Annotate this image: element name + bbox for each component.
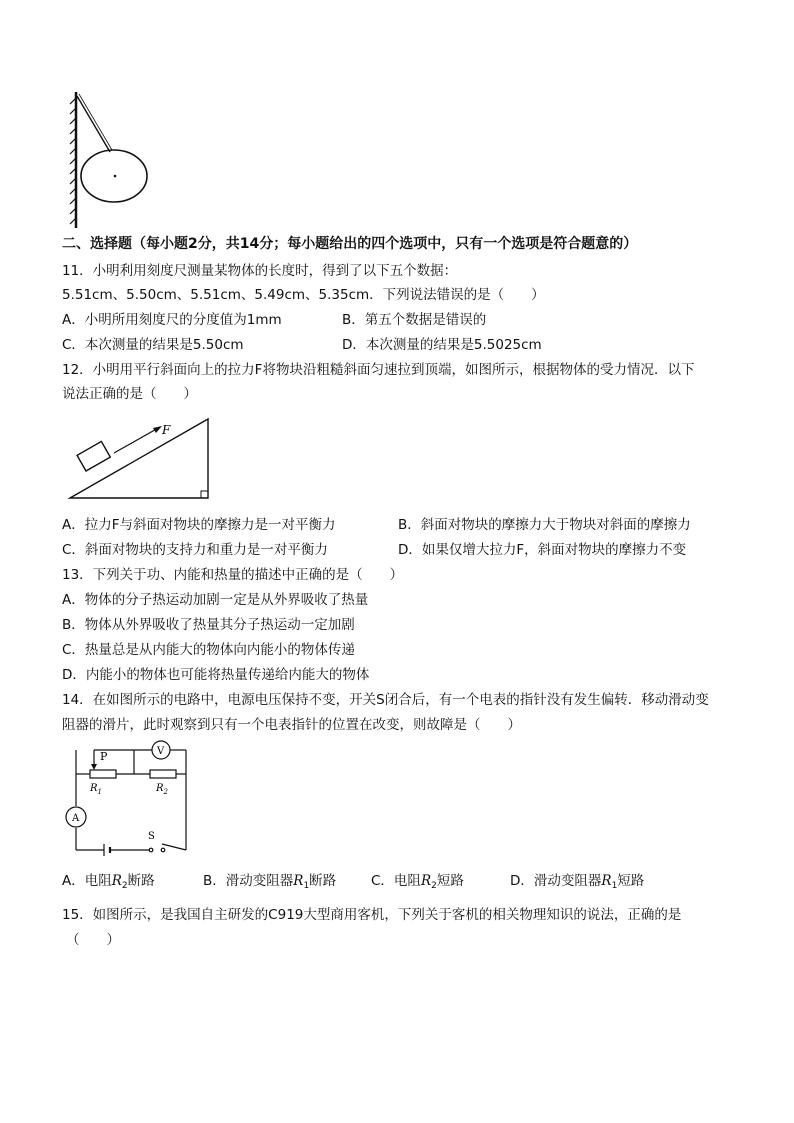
q11-stem: 11．小明利用刻度尺测量某物体的长度时，得到了以下五个数据： xyxy=(62,263,458,279)
q12-option-d[interactable]: D．如果仅增大拉力F，斜面对物块的摩擦力不变 xyxy=(398,542,687,558)
q14-d-pre: D．滑动变阻器 xyxy=(510,873,602,889)
q14-option-d[interactable] xyxy=(510,871,644,896)
q14-b-sub: 1 xyxy=(303,881,310,891)
r2-sub: 2 xyxy=(163,788,168,796)
pendulum-figure xyxy=(66,90,156,232)
incline-figure xyxy=(66,415,216,505)
q11-option-d[interactable]: D．本次测量的结果是5.5025cm xyxy=(342,337,542,353)
q14-c-post: 短路 xyxy=(436,873,464,889)
q13-option-c[interactable]: C．热量总是从内能大的物体向内能小的物体传递 xyxy=(62,642,355,658)
q14-a-sub: 2 xyxy=(121,881,128,891)
slider-p-label: P xyxy=(100,750,108,763)
q12-option-c[interactable]: C．斜面对物块的支持力和重力是一对平衡力 xyxy=(62,542,328,558)
ammeter-label: A xyxy=(72,813,80,824)
q13-option-b[interactable]: B．物体从外界吸收了热量其分子热运动一定加剧 xyxy=(62,617,355,633)
q15-stem-line2: （ ） xyxy=(66,932,120,948)
q14-d-post: 短路 xyxy=(617,873,645,889)
svg-text:R1 xyxy=(89,783,102,796)
voltmeter-label: V xyxy=(157,746,165,757)
q14-d-sub: 1 xyxy=(611,881,618,891)
q12-option-b[interactable]: B．斜面对物块的摩擦力大于物块对斜面的摩擦力 xyxy=(398,517,691,533)
q11-option-a[interactable]: A．小明所用刻度尺的分度值为1mm xyxy=(62,312,282,328)
force-f-label: F xyxy=(162,423,171,437)
q11-option-b[interactable]: B．第五个数据是错误的 xyxy=(342,312,487,328)
q11-data: 5.51cm、5.50cm、5.51cm、5.49cm、5.35cm．下列说法错误的是（ ） xyxy=(62,287,545,303)
q14-option-b[interactable] xyxy=(203,871,336,896)
r1-label: R xyxy=(90,783,98,794)
r1-sub: 1 xyxy=(97,788,102,796)
circuit-figure xyxy=(62,738,192,858)
q14-b-pre: B．滑动变阻器 xyxy=(203,873,294,889)
q13-stem: 13．下列关于功、内能和热量的描述中正确的是（ ） xyxy=(62,567,404,583)
svg-text:R2 xyxy=(155,783,169,796)
q14-stem-line1: 14．在如图所示的电路中，电源电压保持不变，开关S闭合后，有一个电表的指针没有发生偏转．移动滑动变 xyxy=(62,692,709,708)
q15-stem-line1: 15．如图所示，是我国自主研发的C919大型商用客机，下列关于客机的相关物理知识的说法，正确的是 xyxy=(62,907,682,923)
q14-a-post: 断路 xyxy=(127,873,155,889)
r2-label: R xyxy=(156,783,164,794)
q14-stem-line2: 阻器的滑片，此时观察到只有一个电表指针的位置在改变，则故障是（ ） xyxy=(62,717,521,733)
q14-c-pre: C．电阻 xyxy=(371,873,421,889)
q14-a-var: R xyxy=(111,873,122,889)
section-header: 二、选择题（每小题2分，共14分；每小题给出的四个选项中，只有一个选项是符合题意的） xyxy=(62,236,638,252)
q14-b-post: 断路 xyxy=(309,873,337,889)
q12-option-a[interactable]: A．拉力F与斜面对物块的摩擦力是一对平衡力 xyxy=(62,517,336,533)
q13-option-d[interactable]: D．内能小的物体也可能将热量传递给内能大的物体 xyxy=(62,667,370,683)
q14-c-var: R xyxy=(420,873,432,889)
q14-option-c[interactable] xyxy=(371,871,464,896)
switch-s-label: S xyxy=(148,831,155,842)
q14-b-var: R xyxy=(293,873,304,889)
q14-d-var: R xyxy=(601,873,612,889)
q14-option-a[interactable] xyxy=(62,871,155,896)
q14-a-pre: A．电阻 xyxy=(62,873,112,889)
q13-option-a[interactable]: A．物体的分子热运动加剧一定是从外界吸收了热量 xyxy=(62,592,369,608)
q11-option-c[interactable]: C．本次测量的结果是5.50cm xyxy=(62,337,244,353)
q12-stem-line2: 说法正确的是（ ） xyxy=(62,386,197,402)
q14-c-sub: 2 xyxy=(431,881,437,891)
q12-stem-line1: 12．小明用平行斜面向上的拉力F将物块沿粗糙斜面匀速拉到顶端，如图所示，根据物体的受力情况．以下 xyxy=(62,362,695,378)
